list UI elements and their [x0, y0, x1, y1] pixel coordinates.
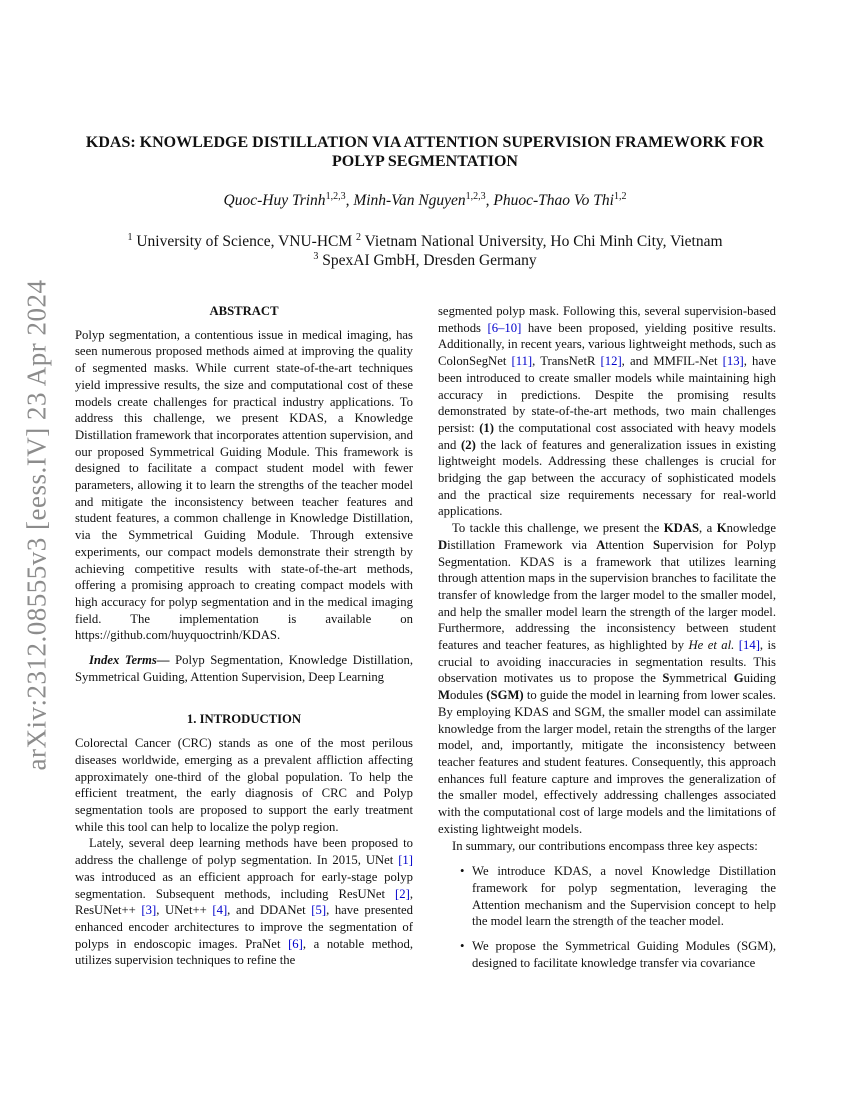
affiliation-1: University of Science, VNU-HCM: [136, 233, 353, 250]
citation-link[interactable]: [14]: [738, 638, 760, 653]
introduction-heading: 1. INTRODUCTION: [186, 712, 302, 727]
citation-link[interactable]: [1]: [398, 853, 413, 868]
left-column: [75, 303, 413, 969]
citation-link[interactable]: [2]: [395, 886, 410, 901]
citation-link[interactable]: [6]: [288, 936, 303, 951]
author-name: Phuoc-Thao Vo Thi: [493, 192, 614, 209]
citation-link[interactable]: [13]: [722, 354, 744, 369]
citation-link[interactable]: [4]: [212, 903, 228, 918]
affiliation-number: 1: [127, 231, 133, 243]
affiliation-number: 3: [313, 250, 319, 262]
author-affiliation-marker: 1,2: [613, 190, 627, 202]
intro-paragraph-1: Colorectal Cancer (CRC) stands as one of the most perilous diseases worldwide, emerging as a prevalent affliction affecting approximately one-third of the global population. To help the efficient treatment, the early diagnosis of CRC and Polyp segmentation tools are proposed to support the early treatment while this tool can help to localize the polyp region.: [75, 736, 413, 834]
contributions-list: [438, 863, 776, 971]
right-column: [438, 303, 776, 979]
abstract-heading: ABSTRACT: [209, 304, 279, 318]
arxiv-identifier: arXiv:2312.08555v3 [eess.IV] 23 Apr 2024: [21, 279, 52, 771]
author-list: Quoc-Huy Trinh$^{1,2,3}$, Minh-Van Nguyen$^{1,2,3}$, Phuoc-Thao Vo Thi$^{1,2}$: [223, 190, 627, 209]
list-item: • We introduce KDAS, a novel Knowledge Distillation framework for polyp segmentation, leveraging the Attention mechanism and the Supervision concept to help the model learn the strength of the teacher model.: [460, 864, 776, 929]
index-terms-text: Polyp Segmentation, Knowledge Distillation, Symmetrical Guiding, Attention Supervision, Deep Learning: [75, 653, 414, 684]
author-name: Minh-Van Nguyen: [353, 192, 466, 209]
bullet-icon: •: [460, 939, 465, 954]
affiliation-3: SpexAI GmbH, Dresden Germany: [322, 252, 537, 269]
list-item: • We propose the Symmetrical Guiding Modules (SGM), designed to facilitate knowledge transfer via covariance: [460, 939, 776, 970]
affiliation-number: 2: [356, 231, 362, 243]
author-affiliation-marker: 1,2,3: [465, 190, 486, 202]
affiliations: [75, 232, 775, 270]
affiliation-2: Vietnam National University, Ho Chi Minh City, Vietnam: [364, 233, 723, 250]
index-terms-label: Index Terms—: [89, 653, 170, 668]
intro-paragraph-kdas: To tackle this challenge, we present the KDAS, a Knowledge Distillation Framework via Attention Supervision for Polyp Segmentation. KDAS is a framework that utilizes learning through attention maps in the supervision branches to facilitate the transfer of knowledge from the larger model to the smaller model, and help the smaller model learn the strength of the larger model. Furthermore, addressing the inconsistency between student features and teacher features, as highlighted by He et al. [14], is crucial to avoiding inaccuracies in segmentation results. This observation motivates us to propose the Symmetrical Guiding Modules (SGM) to guide the model in learning from lower scales. By employing KDAS and SGM, the smaller model can assimilate knowledge from the larger model, retain the strengths of the larger model, and, importantly, mitigate the inconsistency between teacher features and student features. Consequently, this approach enhances full feature capture and improves the generalization of the smaller model, effectively addressing challenges associated with the computational cost of large models and the limitations of existing lightweight models.: [438, 521, 776, 836]
author-name: Quoc-Huy Trinh: [223, 192, 326, 209]
affiliation-line-2: [75, 251, 775, 270]
citation-link[interactable]: [6–10]: [487, 320, 522, 335]
affiliation-line-1: [75, 232, 775, 251]
citation-link[interactable]: [3]: [141, 903, 157, 918]
intro-paragraph-continued: segmented polyp mask. Following this, several supervision-based methods [6–10] have been proposed, yielding positive results. Additionally, in recent years, various lightweight methods, such as ColonSegNet [11], TransNetR [12], and MMFIL-Net [13], have been introduced to create smaller models while maintaining high accuracy in predictions. Despite the promising results demonstrated by state-of-the-art methods, two main challenges persist: (1) the computational cost associated with heavy models and (2) the lack of features and generalization issues in existing lightweight models. Addressing these challenges is crucial for bridging the gap between the accuracy of sophisticated models and the practical size requirements necessary for real-world applications.: [438, 304, 776, 519]
citation-link[interactable]: [12]: [600, 354, 622, 369]
index-terms: [75, 652, 413, 685]
contributions-intro: In summary, our contributions encompass three key aspects:: [452, 838, 758, 853]
intro-paragraph-2: Lately, several deep learning methods have been proposed to address the challenge of polyp segmentation. In 2015, UNet [1] was introduced as an efficient approach for early-stage polyp segmentation. Subsequent methods, including ResUNet [2], ResUNet++ [3], UNet++ [4], and DDANet [5], have presented enhanced encoder architectures to improve the segmentation of polyps in endoscopic images. PraNet [6], a notable method, utilizes supervision techniques to refine the: [75, 836, 413, 968]
citation-link[interactable]: [11]: [511, 354, 533, 369]
bullet-icon: •: [460, 864, 465, 879]
arxiv-sidebar: [21, 279, 52, 771]
abstract-text: Polyp segmentation, a contentious issue in medical imaging, has seen numerous proposed methods aimed at improving the quality of segmented masks. While current state-of-the-art techniques yield impressive results, the size and computational cost of these models create challenges for practical industry applications. To address this challenge, we present KDAS, a Knowledge Distillation framework that incorporates attention supervision, and our proposed Symmetrical Guiding Module. This framework is designed to facilitate a compact student model with fewer parameters, allowing it to learn the strengths of the teacher model and mitigate the inconsistency between teacher features and student features, a common challenge in Knowledge Distillation, via the Symmetrical Guiding Module. Through extensive experiments, our compact models demonstrate their strength by achieving competitive results with state-of-the-art methods, offering a promising approach to creating compact models with high accuracy for polyp segmentation and in the medical imaging field. The implementation is available on https://github.com/huyquoctrinh/KDAS.: [75, 327, 413, 643]
paper-title: KDAS: KNOWLEDGE DISTILLATION VIA ATTENTION SUPERVISION FRAMEWORK FOR POLYP SEGMENTATION: [85, 134, 765, 170]
citation-link[interactable]: [5]: [311, 903, 327, 918]
author-affiliation-marker: 1,2,3: [325, 190, 346, 202]
